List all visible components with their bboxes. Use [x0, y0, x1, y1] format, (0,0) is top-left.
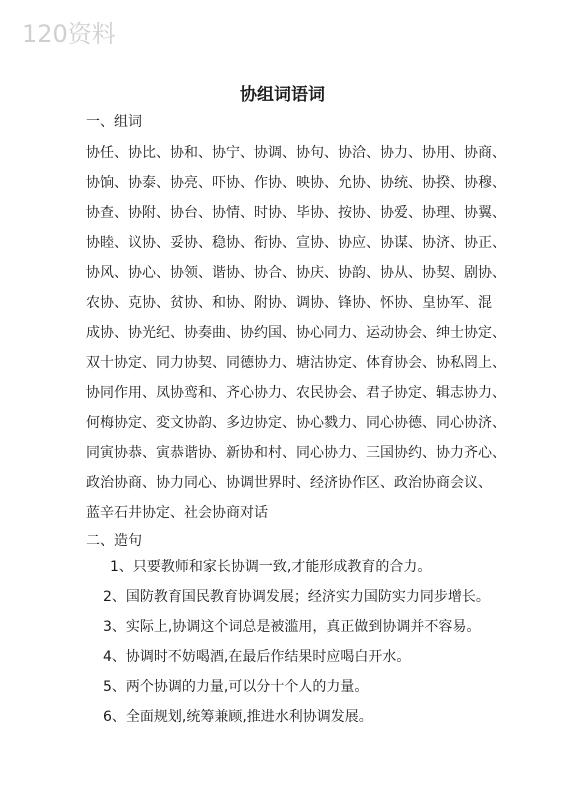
- word-line: 协同作用、凤协鸾和、齐心协力、农民协会、君子协定、辑志协力、: [86, 385, 506, 401]
- word-line: 协饷、协泰、协亮、吓协、作协、映协、允协、协统、协揆、协穆、: [86, 175, 506, 191]
- example-sentence: 2、国防教育国民教育协调发展；经济实力国防实力同步增长。: [103, 589, 490, 605]
- example-sentence: 5、两个协调的力量,可以分十个人的力量。: [103, 679, 369, 695]
- example-sentence: 3、实际上,协调这个词总是被滥用，真正做到协调并不容易。: [103, 619, 481, 635]
- word-line: 何梅协定、変文协韵、多边协定、协心戮力、同心协德、同心协济、: [86, 415, 506, 431]
- word-line: 双十协定、同力协契、同德协力、塘沽协定、体育协会、协私罔上、: [86, 355, 506, 371]
- word-line: 成协、协光纪、协奏曲、协约国、协心同力、运动协会、绅士协定、: [86, 325, 506, 341]
- word-line: 协任、协比、协和、协宁、协调、协句、协洽、协力、协用、协商、: [86, 145, 506, 161]
- section-heading-words: 一、组词: [86, 114, 142, 130]
- word-line: 协风、协心、协领、谐协、协合、协庆、协韵、协从、协契、剧协、: [86, 265, 506, 281]
- watermark-text: 120资料: [22, 20, 116, 48]
- word-line: 协查、协附、协台、协情、时协、毕协、按协、协爱、协理、协翼、: [86, 205, 506, 221]
- word-line: 同寅协恭、寅恭谐协、新协和村、同心协力、三国协约、协力齐心、: [86, 445, 506, 461]
- example-sentence: 4、协调时不妨喝酒,在最后作结果时应喝白开水。: [103, 649, 411, 665]
- example-sentence: 6、全面规划,统筹兼顾,推进水利协调发展。: [103, 709, 373, 725]
- word-line: 蓝辛石井协定、社会协商对话: [86, 505, 268, 521]
- section-heading-sentences: 二、造句: [86, 533, 142, 549]
- page-title: 协组词语词: [240, 85, 325, 105]
- word-line: 政治协商、协力同心、协调世界时、经济协作区、政治协商会议、: [86, 475, 492, 491]
- word-line: 协睦、议协、妥协、稳协、衔协、宣协、协应、协谋、协济、协正、: [86, 235, 506, 251]
- example-sentence: 1、只要教师和家长协调一致,才能形成教育的合力。: [110, 559, 432, 575]
- word-line: 农协、克协、贫协、和协、附协、调协、锋协、怀协、皇协军、混: [86, 295, 492, 311]
